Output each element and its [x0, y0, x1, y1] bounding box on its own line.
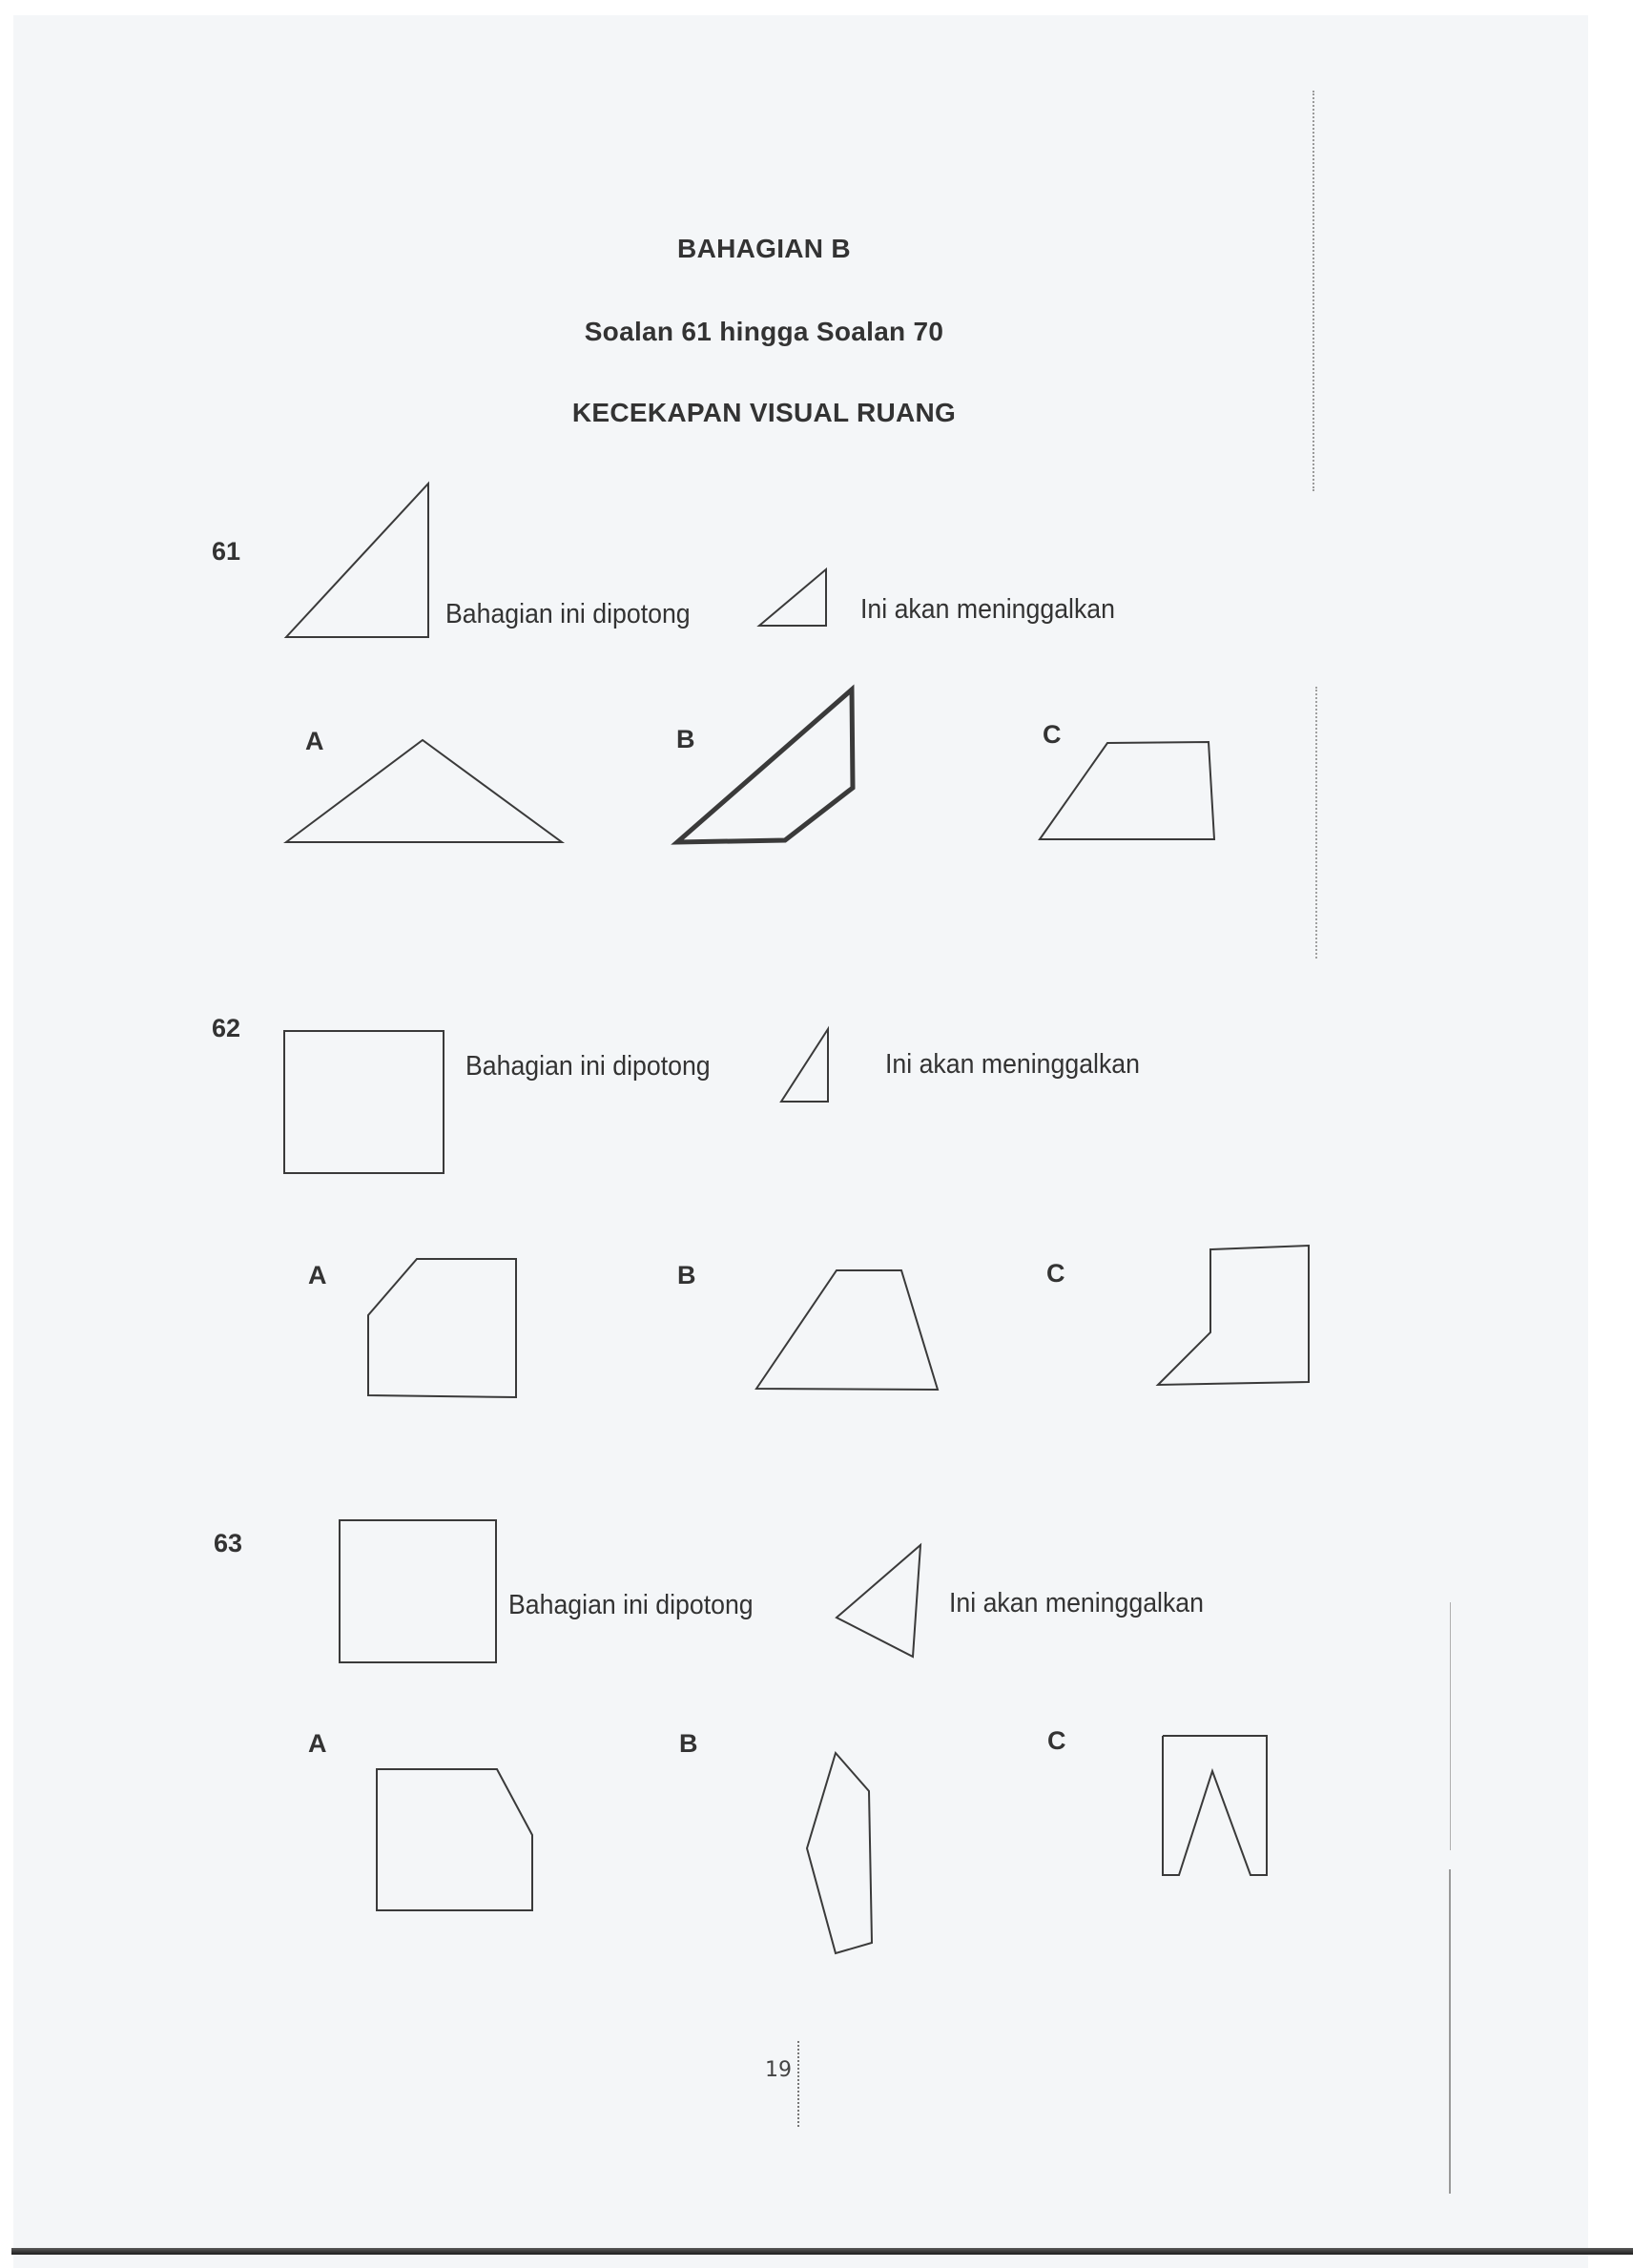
scan-bottom-edge: [11, 2248, 1633, 2255]
question-63-cut-piece: [837, 1545, 920, 1657]
question-63-cut-label: Bahagian ini dipotong: [508, 1590, 754, 1620]
question-63-option-a-shape: [377, 1769, 532, 1910]
question-63-option-b-label: B: [679, 1729, 698, 1758]
question-63-result-label: Ini akan meninggalkan: [949, 1588, 1204, 1619]
section-subject: KECEKAPAN VISUAL RUANG: [571, 398, 957, 427]
question-63-option-c-label: C: [1047, 1726, 1066, 1755]
question-61-option-b-shape: [677, 690, 853, 842]
question-63-number: 63: [214, 1529, 243, 1557]
question-63-original-shape: [340, 1520, 496, 1662]
question-62-option-a-label: A: [308, 1261, 327, 1289]
question-62-option-a-shape: [368, 1259, 516, 1397]
section-question-range: Soalan 61 hingga Soalan 70: [584, 317, 944, 346]
question-61-option-a-shape: [286, 740, 562, 842]
question-63-option-b-shape: [807, 1753, 872, 1953]
question-61-option-c-label: C: [1043, 720, 1062, 749]
question-61-cut-label: Bahagian ini dipotong: [445, 599, 691, 629]
question-62-original-shape: [284, 1031, 444, 1173]
question-61-number: 61: [212, 537, 241, 566]
question-63-option-c-shape: [1163, 1736, 1267, 1875]
question-63-option-a-label: A: [308, 1729, 327, 1758]
question-61-original-shape: [286, 484, 428, 637]
question-61-option-a-label: A: [305, 727, 324, 755]
question-62-cut-piece: [781, 1029, 828, 1102]
question-62-cut-label: Bahagian ini dipotong: [465, 1051, 711, 1082]
page-number: 19: [765, 2058, 792, 2082]
question-62-option-c-shape: [1158, 1246, 1309, 1385]
question-61-cut-piece: [759, 569, 826, 626]
question-62-option-b-label: B: [677, 1261, 696, 1289]
question-62-result-label: Ini akan meninggalkan: [885, 1049, 1140, 1080]
question-62-option-b-shape: [756, 1270, 938, 1390]
question-61-option-b-label: B: [676, 725, 695, 753]
section-title: BAHAGIAN B: [677, 234, 851, 263]
question-61-result-label: Ini akan meninggalkan: [860, 594, 1115, 625]
question-62-number: 62: [212, 1014, 241, 1042]
question-61-option-c-shape: [1040, 742, 1214, 839]
question-62-option-c-label: C: [1046, 1259, 1065, 1288]
